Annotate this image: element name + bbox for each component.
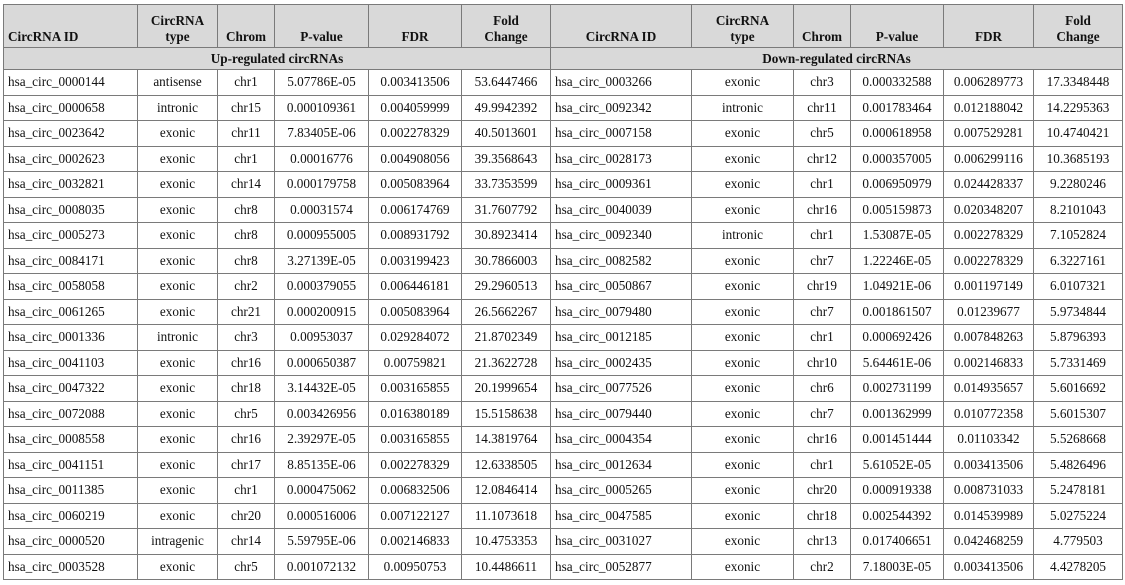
down-cell: hsa_circ_0031027 — [551, 529, 692, 555]
up-cell: exonic — [138, 299, 218, 325]
up-cell: 49.9942392 — [462, 95, 551, 121]
up-cell: 0.008931792 — [369, 223, 462, 249]
col-header-circrna-type-down — [692, 5, 794, 48]
up-cell: 29.2960513 — [462, 274, 551, 300]
down-cell: hsa_circ_0028173 — [551, 146, 692, 172]
down-cell: 1.04921E-06 — [851, 274, 944, 300]
table-row — [4, 401, 1123, 427]
down-cell: 0.002278329 — [944, 248, 1034, 274]
down-cell: 0.000692426 — [851, 325, 944, 351]
down-cell: exonic — [692, 274, 794, 300]
up-cell: chr11 — [218, 121, 275, 147]
group-up-regulated: Up-regulated circRNAs — [4, 48, 551, 70]
up-cell: chr18 — [218, 376, 275, 402]
down-cell: exonic — [692, 401, 794, 427]
up-cell: exonic — [138, 401, 218, 427]
down-cell: 5.7331469 — [1034, 350, 1123, 376]
col-header-circrna-id: CircRNA ID — [4, 5, 138, 48]
down-cell: chr2 — [794, 554, 851, 580]
down-cell: exonic — [692, 248, 794, 274]
down-cell: chr12 — [794, 146, 851, 172]
down-cell: exonic — [692, 376, 794, 402]
up-cell: 7.83405E-06 — [275, 121, 369, 147]
down-cell: 0.01103342 — [944, 427, 1034, 453]
up-cell: 0.00016776 — [275, 146, 369, 172]
table-row — [4, 172, 1123, 198]
down-cell: exonic — [692, 146, 794, 172]
up-cell: 0.000516006 — [275, 503, 369, 529]
down-cell: chr5 — [794, 121, 851, 147]
down-cell: chr18 — [794, 503, 851, 529]
table-row — [4, 452, 1123, 478]
up-cell: 30.7866003 — [462, 248, 551, 274]
down-cell: 0.001451444 — [851, 427, 944, 453]
down-cell: chr3 — [794, 70, 851, 96]
table-row — [4, 274, 1123, 300]
up-cell: hsa_circ_0000144 — [4, 70, 138, 96]
up-cell: 3.14432E-05 — [275, 376, 369, 402]
down-cell: 14.2295363 — [1034, 95, 1123, 121]
down-cell: 4.779503 — [1034, 529, 1123, 555]
up-cell: 5.07786E-05 — [275, 70, 369, 96]
up-cell: 0.000955005 — [275, 223, 369, 249]
up-cell: 0.006832506 — [369, 478, 462, 504]
down-cell: hsa_circ_0082582 — [551, 248, 692, 274]
up-cell: hsa_circ_0023642 — [4, 121, 138, 147]
up-cell: exonic — [138, 427, 218, 453]
up-cell: 26.5662267 — [462, 299, 551, 325]
down-cell: 0.012188042 — [944, 95, 1034, 121]
down-cell: 0.002146833 — [944, 350, 1034, 376]
up-cell: 0.00953037 — [275, 325, 369, 351]
table-row — [4, 325, 1123, 351]
col-header-fdr: FDR — [369, 5, 462, 48]
up-cell: 0.004059999 — [369, 95, 462, 121]
up-cell: hsa_circ_0058058 — [4, 274, 138, 300]
col-header-circrna-id-down: CircRNA ID — [551, 5, 692, 48]
down-cell: chr13 — [794, 529, 851, 555]
down-cell: 0.014539989 — [944, 503, 1034, 529]
down-cell: chr20 — [794, 478, 851, 504]
down-cell: 0.001362999 — [851, 401, 944, 427]
down-cell: hsa_circ_0012634 — [551, 452, 692, 478]
up-cell: 12.6338505 — [462, 452, 551, 478]
down-cell: chr16 — [794, 197, 851, 223]
down-cell: 5.6015307 — [1034, 401, 1123, 427]
table-row — [4, 503, 1123, 529]
up-cell: 8.85135E-06 — [275, 452, 369, 478]
up-cell: 0.003165855 — [369, 376, 462, 402]
down-cell: hsa_circ_0050867 — [551, 274, 692, 300]
up-cell: 31.7607792 — [462, 197, 551, 223]
down-cell: 0.000919338 — [851, 478, 944, 504]
down-cell: 5.0275224 — [1034, 503, 1123, 529]
up-cell: 3.27139E-05 — [275, 248, 369, 274]
up-cell: 0.000109361 — [275, 95, 369, 121]
down-cell: 9.2280246 — [1034, 172, 1123, 198]
up-cell: 0.002278329 — [369, 452, 462, 478]
up-cell: chr20 — [218, 503, 275, 529]
up-cell: hsa_circ_0084171 — [4, 248, 138, 274]
down-cell: 5.64461E-06 — [851, 350, 944, 376]
up-cell: hsa_circ_0008558 — [4, 427, 138, 453]
down-cell: 0.000357005 — [851, 146, 944, 172]
col-header-circrna-type — [138, 5, 218, 48]
down-cell: intronic — [692, 223, 794, 249]
table-body — [4, 70, 1123, 580]
down-cell: 0.007848263 — [944, 325, 1034, 351]
down-cell: exonic — [692, 529, 794, 555]
up-cell: hsa_circ_0060219 — [4, 503, 138, 529]
up-cell: exonic — [138, 554, 218, 580]
up-cell: chr14 — [218, 172, 275, 198]
down-cell: 0.006950979 — [851, 172, 944, 198]
up-cell: hsa_circ_0001336 — [4, 325, 138, 351]
up-cell: chr3 — [218, 325, 275, 351]
col-header-chrom: Chrom — [218, 5, 275, 48]
up-cell: 0.006174769 — [369, 197, 462, 223]
down-cell: chr1 — [794, 325, 851, 351]
header-fold-text: Fold Change — [484, 13, 528, 44]
up-cell: 40.5013601 — [462, 121, 551, 147]
up-cell: intragenic — [138, 529, 218, 555]
down-cell: 5.6016692 — [1034, 376, 1123, 402]
down-cell: exonic — [692, 172, 794, 198]
down-cell: hsa_circ_0004354 — [551, 427, 692, 453]
up-cell: hsa_circ_0047322 — [4, 376, 138, 402]
up-cell: chr1 — [218, 478, 275, 504]
down-cell: exonic — [692, 554, 794, 580]
table-row — [4, 248, 1123, 274]
down-cell: hsa_circ_0002435 — [551, 350, 692, 376]
up-cell: exonic — [138, 146, 218, 172]
table-row — [4, 121, 1123, 147]
down-cell: exonic — [692, 452, 794, 478]
table-row — [4, 478, 1123, 504]
down-cell: exonic — [692, 197, 794, 223]
down-cell: 0.000618958 — [851, 121, 944, 147]
down-cell: 7.1052824 — [1034, 223, 1123, 249]
up-cell: 14.3819764 — [462, 427, 551, 453]
header-type-text-down: CircRNA type — [715, 13, 770, 44]
up-cell: 0.000475062 — [275, 478, 369, 504]
up-cell: 30.8923414 — [462, 223, 551, 249]
down-cell: 5.4826496 — [1034, 452, 1123, 478]
down-cell: 0.010772358 — [944, 401, 1034, 427]
up-cell: hsa_circ_0003528 — [4, 554, 138, 580]
down-cell: 0.000332588 — [851, 70, 944, 96]
down-cell: 0.002278329 — [944, 223, 1034, 249]
up-cell: 10.4486611 — [462, 554, 551, 580]
table-row — [4, 427, 1123, 453]
down-cell: 6.0107321 — [1034, 274, 1123, 300]
up-cell: exonic — [138, 121, 218, 147]
up-cell: chr16 — [218, 350, 275, 376]
up-cell: 15.5158638 — [462, 401, 551, 427]
down-cell: 5.9734844 — [1034, 299, 1123, 325]
down-cell: 0.042468259 — [944, 529, 1034, 555]
down-cell: 0.008731033 — [944, 478, 1034, 504]
col-header-fold-change-down — [1034, 5, 1123, 48]
down-cell: 0.002731199 — [851, 376, 944, 402]
up-cell: 0.000179758 — [275, 172, 369, 198]
up-cell: hsa_circ_0061265 — [4, 299, 138, 325]
down-cell: 0.005159873 — [851, 197, 944, 223]
down-cell: 5.61052E-05 — [851, 452, 944, 478]
up-cell: exonic — [138, 452, 218, 478]
down-cell: exonic — [692, 478, 794, 504]
col-header-fdr-down: FDR — [944, 5, 1034, 48]
down-cell: 0.003413506 — [944, 554, 1034, 580]
up-cell: 0.002278329 — [369, 121, 462, 147]
group-down-regulated: Down-regulated circRNAs — [551, 48, 1123, 70]
up-cell: hsa_circ_0002623 — [4, 146, 138, 172]
up-cell: chr14 — [218, 529, 275, 555]
up-cell: 39.3568643 — [462, 146, 551, 172]
down-cell: 0.006289773 — [944, 70, 1034, 96]
up-cell: chr5 — [218, 554, 275, 580]
up-cell: 53.6447466 — [462, 70, 551, 96]
down-cell: chr7 — [794, 401, 851, 427]
down-cell: 1.22246E-05 — [851, 248, 944, 274]
up-cell: 0.007122127 — [369, 503, 462, 529]
down-cell: hsa_circ_0012185 — [551, 325, 692, 351]
down-cell: 0.014935657 — [944, 376, 1034, 402]
up-cell: hsa_circ_0005273 — [4, 223, 138, 249]
up-cell: 21.8702349 — [462, 325, 551, 351]
down-cell: 0.020348207 — [944, 197, 1034, 223]
group-row — [4, 48, 1123, 70]
up-cell: 0.00950753 — [369, 554, 462, 580]
up-cell: chr5 — [218, 401, 275, 427]
up-cell: chr2 — [218, 274, 275, 300]
down-cell: 0.01239677 — [944, 299, 1034, 325]
up-cell: hsa_circ_0072088 — [4, 401, 138, 427]
down-cell: 8.2101043 — [1034, 197, 1123, 223]
header-type-text: CircRNA type — [150, 13, 205, 44]
up-cell: 12.0846414 — [462, 478, 551, 504]
down-cell: 1.53087E-05 — [851, 223, 944, 249]
down-cell: hsa_circ_0079440 — [551, 401, 692, 427]
up-cell: 0.003165855 — [369, 427, 462, 453]
up-cell: 0.002146833 — [369, 529, 462, 555]
up-cell: 0.00031574 — [275, 197, 369, 223]
up-cell: hsa_circ_0000658 — [4, 95, 138, 121]
up-cell: chr16 — [218, 427, 275, 453]
up-cell: chr8 — [218, 197, 275, 223]
down-cell: 5.5268668 — [1034, 427, 1123, 453]
up-cell: 0.003426956 — [275, 401, 369, 427]
up-cell: intronic — [138, 325, 218, 351]
up-cell: exonic — [138, 248, 218, 274]
down-cell: exonic — [692, 299, 794, 325]
up-cell: chr17 — [218, 452, 275, 478]
down-cell: chr1 — [794, 223, 851, 249]
down-cell: 0.001197149 — [944, 274, 1034, 300]
down-cell: 0.006299116 — [944, 146, 1034, 172]
down-cell: chr19 — [794, 274, 851, 300]
down-cell: 0.017406651 — [851, 529, 944, 555]
up-cell: 0.001072132 — [275, 554, 369, 580]
col-header-fold-change — [462, 5, 551, 48]
header-fold-text-down: Fold Change — [1056, 13, 1100, 44]
down-cell: hsa_circ_0005265 — [551, 478, 692, 504]
up-cell: 10.4753353 — [462, 529, 551, 555]
up-cell: chr15 — [218, 95, 275, 121]
up-cell: exonic — [138, 274, 218, 300]
up-cell: chr1 — [218, 146, 275, 172]
down-cell: hsa_circ_0040039 — [551, 197, 692, 223]
up-cell: antisense — [138, 70, 218, 96]
down-cell: 0.003413506 — [944, 452, 1034, 478]
up-cell: exonic — [138, 376, 218, 402]
down-cell: chr10 — [794, 350, 851, 376]
down-cell: 0.024428337 — [944, 172, 1034, 198]
up-cell: 20.1999654 — [462, 376, 551, 402]
up-cell: exonic — [138, 197, 218, 223]
up-cell: hsa_circ_0011385 — [4, 478, 138, 504]
down-cell: hsa_circ_0077526 — [551, 376, 692, 402]
down-cell: exonic — [692, 325, 794, 351]
down-cell: chr16 — [794, 427, 851, 453]
down-cell: 4.4278205 — [1034, 554, 1123, 580]
down-cell: hsa_circ_0092342 — [551, 95, 692, 121]
down-cell: chr1 — [794, 452, 851, 478]
down-cell: hsa_circ_0092340 — [551, 223, 692, 249]
up-cell: 0.000650387 — [275, 350, 369, 376]
down-cell: exonic — [692, 121, 794, 147]
down-cell: 5.8796393 — [1034, 325, 1123, 351]
down-cell: intronic — [692, 95, 794, 121]
up-cell: intronic — [138, 95, 218, 121]
up-cell: 0.00759821 — [369, 350, 462, 376]
up-cell: hsa_circ_0041103 — [4, 350, 138, 376]
up-cell: 0.000200915 — [275, 299, 369, 325]
up-cell: 0.000379055 — [275, 274, 369, 300]
up-cell: exonic — [138, 223, 218, 249]
up-cell: exonic — [138, 172, 218, 198]
table-row — [4, 529, 1123, 555]
down-cell: exonic — [692, 350, 794, 376]
table-row — [4, 554, 1123, 580]
up-cell: 0.006446181 — [369, 274, 462, 300]
table-row — [4, 197, 1123, 223]
up-cell: 0.004908056 — [369, 146, 462, 172]
down-cell: chr7 — [794, 299, 851, 325]
up-cell: exonic — [138, 478, 218, 504]
table-row — [4, 146, 1123, 172]
down-cell: 0.001783464 — [851, 95, 944, 121]
down-cell: chr7 — [794, 248, 851, 274]
up-cell: 5.59795E-06 — [275, 529, 369, 555]
down-cell: 0.002544392 — [851, 503, 944, 529]
up-cell: 2.39297E-05 — [275, 427, 369, 453]
down-cell: hsa_circ_0007158 — [551, 121, 692, 147]
down-cell: 17.3348448 — [1034, 70, 1123, 96]
down-cell: 6.3227161 — [1034, 248, 1123, 274]
up-cell: chr21 — [218, 299, 275, 325]
up-cell: chr8 — [218, 223, 275, 249]
up-cell: chr1 — [218, 70, 275, 96]
up-cell: hsa_circ_0000520 — [4, 529, 138, 555]
table-row — [4, 70, 1123, 96]
up-cell: 0.016380189 — [369, 401, 462, 427]
up-cell: 0.005083964 — [369, 172, 462, 198]
up-cell: hsa_circ_0032821 — [4, 172, 138, 198]
down-cell: 5.2478181 — [1034, 478, 1123, 504]
up-cell: 11.1073618 — [462, 503, 551, 529]
up-cell: 0.003413506 — [369, 70, 462, 96]
down-cell: hsa_circ_0079480 — [551, 299, 692, 325]
up-cell: 33.7353599 — [462, 172, 551, 198]
table-row — [4, 299, 1123, 325]
down-cell: 0.001861507 — [851, 299, 944, 325]
col-header-pvalue: P-value — [275, 5, 369, 48]
up-cell: exonic — [138, 350, 218, 376]
up-cell: 0.029284072 — [369, 325, 462, 351]
down-cell: chr6 — [794, 376, 851, 402]
down-cell: 0.007529281 — [944, 121, 1034, 147]
col-header-chrom-down: Chrom — [794, 5, 851, 48]
down-cell: hsa_circ_0003266 — [551, 70, 692, 96]
down-cell: hsa_circ_0009361 — [551, 172, 692, 198]
down-cell: 10.3685193 — [1034, 146, 1123, 172]
table-row — [4, 223, 1123, 249]
table-row — [4, 376, 1123, 402]
col-header-pvalue-down: P-value — [851, 5, 944, 48]
up-cell: hsa_circ_0008035 — [4, 197, 138, 223]
up-cell: chr8 — [218, 248, 275, 274]
down-cell: chr1 — [794, 172, 851, 198]
down-cell: 10.4740421 — [1034, 121, 1123, 147]
up-cell: exonic — [138, 503, 218, 529]
down-cell: hsa_circ_0047585 — [551, 503, 692, 529]
down-cell: exonic — [692, 503, 794, 529]
circrna-table — [3, 4, 1123, 580]
up-cell: 0.005083964 — [369, 299, 462, 325]
up-cell: 0.003199423 — [369, 248, 462, 274]
up-cell: 21.3622728 — [462, 350, 551, 376]
down-cell: exonic — [692, 427, 794, 453]
table-row — [4, 95, 1123, 121]
down-cell: exonic — [692, 70, 794, 96]
header-row — [4, 5, 1123, 48]
down-cell: chr11 — [794, 95, 851, 121]
up-cell: hsa_circ_0041151 — [4, 452, 138, 478]
down-cell: 7.18003E-05 — [851, 554, 944, 580]
down-cell: hsa_circ_0052877 — [551, 554, 692, 580]
table-row — [4, 350, 1123, 376]
